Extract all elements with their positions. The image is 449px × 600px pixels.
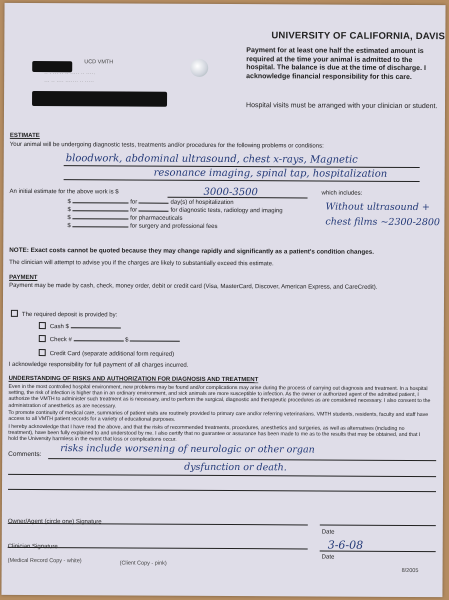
comments-rule-2	[8, 474, 436, 477]
exact-cost-note: NOTE: Exact costs cannot be quoted because they may change rapidly and significantly as a patient's condition changes.	[9, 246, 374, 256]
check-row	[39, 335, 180, 345]
form-code: 8/2005	[401, 567, 419, 575]
comments-line-2: dysfunction or death.	[184, 461, 287, 474]
cost-line-hospitalization	[67, 199, 233, 207]
conditions-line-2: resonance imaging, spinal tap, hospitalization	[153, 167, 388, 180]
pharmaceuticals-label: for pharmaceuticals	[130, 215, 183, 222]
estimate-intro: Your animal will be undergoing diagnostic tests, treatments and/or procedures for the following problems or conditions:	[9, 141, 324, 150]
cost-line-surgery	[67, 223, 217, 231]
comments-rule-3	[8, 489, 436, 492]
surgery-label: for surgery and professional fees	[130, 223, 218, 230]
initial-amount-rule	[168, 197, 308, 199]
deposit-row	[11, 310, 117, 320]
credit-note: (separate additional form required)	[82, 351, 175, 358]
comments-rule-1	[48, 458, 436, 461]
dollar-sign: $	[67, 207, 71, 214]
dollar-sign: $	[67, 199, 71, 206]
owner-signature-label: Owner/Agent (circle one) Signature	[7, 518, 102, 526]
risks-heading: UNDERSTANDING OF RISKS AND AUTHORIZATION FOR DIAGNOSIS AND TREATMENT	[8, 375, 259, 384]
credit-checkbox[interactable]	[39, 349, 46, 356]
medical-record-copy: (Medical Record Copy - white)	[7, 557, 82, 565]
comments-label: Comments:	[8, 450, 42, 459]
clinician-signature-label: Clinician Signature	[7, 543, 58, 551]
cash-label: Cash $	[49, 324, 69, 331]
alt-estimate-note-2: chest films ~2300-2800	[325, 216, 441, 229]
owner-date-label: Date	[321, 529, 335, 536]
initial-estimate-label: An initial estimate for the above work is $	[9, 188, 119, 196]
credit-label: Credit Card	[49, 351, 81, 358]
cash-amount-blank[interactable]	[71, 327, 121, 328]
patient-label: UCD VMTH	[84, 59, 114, 66]
clinician-date-line	[320, 551, 436, 553]
risks-paragraph-3: I hereby acknowledge that I have read the above, and that the risks of recommended treatments, procedures, anesthetics and surgeries, as well as alternatives (including no treatment), have been fully explained to and understood by me. I also certify that no guarantee or assurance has been made to me as to the results that may be obtained, and that I hold the University harmless in the event that loss or complications occur.	[8, 423, 421, 444]
includes-label: which includes:	[321, 190, 363, 197]
payment-heading: PAYMENT	[9, 274, 38, 282]
credit-row	[39, 349, 174, 359]
initial-estimate-amount: 3000-3500	[203, 186, 258, 199]
diagnostics-blank	[139, 211, 169, 212]
hospitalization-label: day(s) of hospitalization	[170, 199, 234, 207]
comments-line-1: risks include worsening of neurologic or other organ	[60, 443, 315, 456]
dollar-sign: $	[67, 223, 71, 230]
check-number-blank[interactable]	[73, 340, 123, 341]
owner-date-line	[320, 525, 436, 527]
amount-blank	[72, 218, 128, 219]
check-label: Check #	[49, 337, 72, 344]
payment-notice: Payment for at least one half the estimated amount is required at the time your animal is admitted to the hospital. The balance is due at the time of discharge. I acknowledge financial responsibility for this care.	[246, 47, 426, 81]
payment-ack: I acknowledge responsibility for full payment of all charges incurred.	[8, 361, 189, 369]
conditions-line-1: bloodwork, abdominal ultrasound, chest x-rays, Magnetic	[65, 153, 358, 166]
cash-checkbox[interactable]	[39, 322, 46, 329]
pushpin-icon	[190, 59, 208, 77]
check-dollar: $	[125, 337, 129, 344]
date-value: 3-6-08	[327, 538, 364, 552]
alt-estimate-note-1: Without ultrasound +	[325, 201, 430, 214]
payment-methods: Payment may be made by cash, check, money order, debit or credit card (Visa, MasterCard, Discover, American Express, and CareCredit).	[9, 282, 378, 291]
dollar-sign: $	[67, 215, 71, 222]
for-label: for	[130, 207, 138, 214]
university-title: UNIVERSITY OF CALIFORNIA, DAVIS	[271, 30, 446, 43]
visits-notice: Hospital visits must be arranged with your clinician or student.	[245, 102, 438, 111]
faint-patient-info-2: ··· ·· ···· ······· ·· ·····	[44, 79, 94, 86]
estimate-form	[1, 3, 445, 597]
for-label: for	[130, 199, 138, 206]
redacted-patient-label	[32, 91, 167, 107]
cash-row	[39, 322, 121, 332]
clinician-date-label: Date	[321, 554, 335, 561]
amount-blank	[73, 202, 129, 203]
faint-patient-info: ·· · ··· ·· ·· ····· ·· ·····	[44, 71, 96, 78]
amount-blank	[72, 210, 128, 211]
estimate-heading: ESTIMATE	[9, 132, 40, 140]
diagnostics-label: for diagnostic tests, radiology and imaging	[170, 207, 283, 215]
check-checkbox[interactable]	[39, 335, 46, 342]
amount-blank	[72, 226, 128, 227]
check-amount-blank[interactable]	[130, 341, 180, 342]
deposit-checkbox[interactable]	[11, 310, 18, 317]
clinician-advice: The clinician will attempt to advise you if the charges are likely to substantially exceed this estimate.	[9, 259, 274, 268]
risks-paragraph-2: To promote continuity of medical care, summaries of patient visits are routinely provided to primary care and/or referring veterinarians. VMTH students, residents, faculty and staff have access to all VMTH patient records for a variety of educational purposes.	[8, 409, 429, 423]
cost-line-pharmaceuticals	[67, 215, 182, 223]
client-copy: (Client Copy - pink)	[119, 560, 167, 567]
risks-paragraph-1: Even in the most controlled hospital environment, new problems may be found and/or complications may arise during the process of carrying out diagnosis and treatment. In a hospital setting, the risk of infection is higher than in an ordinary environment, and sick animals are more susceptible to infection. As the owner or authorized agent of the admitted patient, I authorize the VMTH to administer such treatment as is necessary, and to perform the surgical, diagnostic and therapeutic procedures as are considered necessary. I also consent to the administration of anesthetics as are necessary.	[8, 383, 431, 410]
days-blank	[139, 203, 169, 204]
deposit-label: The required deposit is provided by:	[21, 311, 118, 319]
